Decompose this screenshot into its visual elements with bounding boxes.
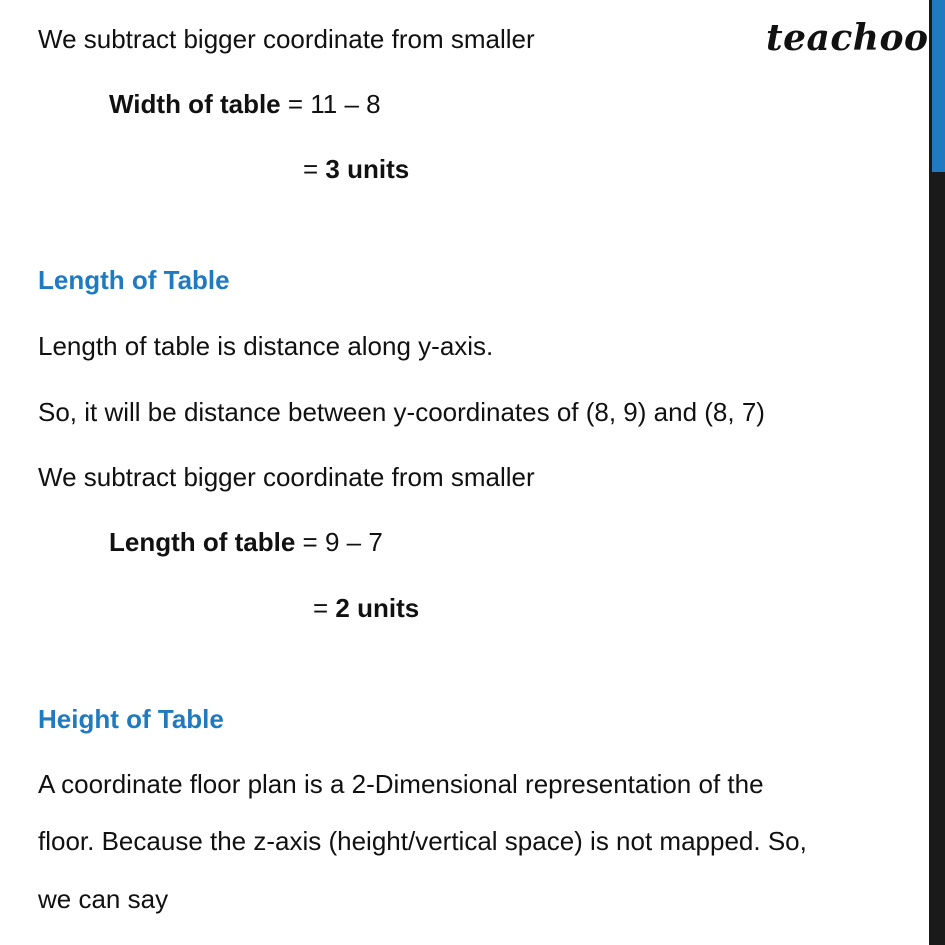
width-result-line xyxy=(303,154,409,184)
text-line: floor. Because the z-axis (height/vertical space) is not mapped. So, xyxy=(38,826,807,856)
text-line: So, it will be distance between y-coordinates of (8, 9) and (8, 7) xyxy=(38,397,765,427)
length-heading: Length of Table xyxy=(38,265,230,295)
width-label: Width of table xyxy=(109,89,281,119)
length-label: Length of table xyxy=(109,527,296,557)
width-expression: = 11 – 8 xyxy=(280,89,381,119)
text-line: We subtract bigger coordinate from smaller xyxy=(38,24,535,54)
text-line: we can say xyxy=(38,884,169,914)
equals-sign: = xyxy=(303,154,326,184)
height-heading: Height of Table xyxy=(38,704,224,734)
equals-sign: = xyxy=(313,593,336,623)
text-line: We subtract bigger coordinate from smaller xyxy=(38,462,535,492)
text-line: A coordinate floor plan is a 2-Dimensional representation of the xyxy=(38,769,764,799)
length-result-line xyxy=(313,593,419,623)
teachoo-logo: teachoo xyxy=(766,17,929,59)
text-line: Length of table is distance along y-axis. xyxy=(38,331,494,361)
length-equation xyxy=(109,527,383,557)
width-equation xyxy=(109,89,381,119)
length-expression: = 9 – 7 xyxy=(295,527,383,557)
scrollbar-thumb[interactable] xyxy=(932,0,945,172)
width-result: 3 units xyxy=(325,154,410,184)
length-result: 2 units xyxy=(335,593,420,623)
